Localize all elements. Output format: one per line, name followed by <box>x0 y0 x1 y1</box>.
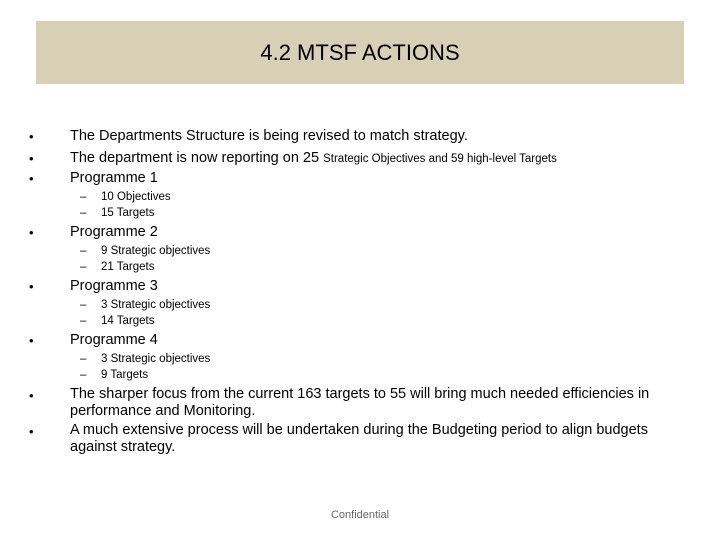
bullet-icon: • <box>29 225 34 240</box>
dash-icon: – <box>80 261 87 273</box>
slide-title: 4.2 MTSF ACTIONS <box>260 39 460 65</box>
confidential-footer: Confidential <box>330 509 390 521</box>
list-item: A much extensive process will be undertaken during the Budgeting period to align budgets against strategy. <box>70 422 648 455</box>
sub-item: 9 Targets <box>101 369 149 381</box>
bullet-icon: • <box>29 279 34 294</box>
list-item-small-text: Strategic Objectives and 59 high-level Targets <box>323 153 557 165</box>
sub-item: 15 Targets <box>101 207 155 219</box>
list-item <box>70 150 557 166</box>
dash-icon: – <box>80 315 87 327</box>
dash-icon: – <box>80 245 87 257</box>
dash-icon: – <box>80 207 87 219</box>
dash-icon: – <box>80 299 87 311</box>
bullet-icon: • <box>29 388 34 403</box>
list-item-text: The department is now reporting on 25 <box>70 150 320 166</box>
bullet-icon: • <box>29 151 34 166</box>
list-item: The sharper focus from the current 163 targets to 55 will bring much needed efficiencies in performance and Monitoring. <box>70 386 650 419</box>
sub-item: 14 Targets <box>101 315 155 327</box>
dash-icon: – <box>80 353 87 365</box>
bullet-icon: • <box>29 171 34 186</box>
bullet-icon: • <box>29 129 34 144</box>
bullet-icon: • <box>29 424 34 439</box>
list-item-programme-2: Programme 2 <box>70 224 158 240</box>
sub-item: 3 Strategic objectives <box>101 353 211 365</box>
sub-item: 9 Strategic objectives <box>101 245 211 257</box>
sub-item: 3 Strategic objectives <box>101 299 211 311</box>
sub-item: 21 Targets <box>101 261 155 273</box>
list-item-programme-4: Programme 4 <box>70 332 158 348</box>
dash-icon: – <box>80 369 87 381</box>
list-item: The Departments Structure is being revised to match strategy. <box>70 128 468 144</box>
list-item-programme-1: Programme 1 <box>70 170 158 186</box>
sub-item: 10 Objectives <box>101 191 171 203</box>
list-item-programme-3: Programme 3 <box>70 278 158 294</box>
dash-icon: – <box>80 191 87 203</box>
bullet-icon: • <box>29 333 34 348</box>
title-band <box>36 21 684 84</box>
